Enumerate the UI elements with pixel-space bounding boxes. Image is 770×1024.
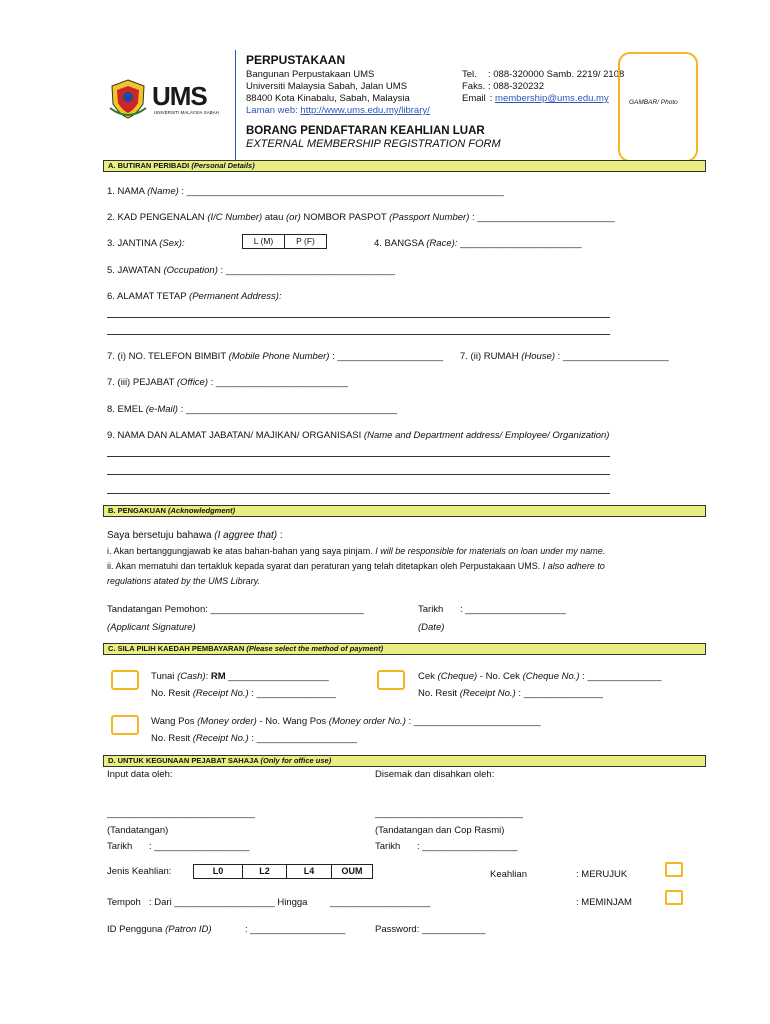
employer-line-3[interactable] (107, 493, 610, 494)
agree-item-i (107, 546, 605, 556)
tel-value: : 088-320000 Samb. 2219/ 2108 (488, 69, 625, 80)
agree-text-en: (I aggree that) (214, 530, 278, 541)
cheque-receipt-label-en: (Receipt No.) (459, 688, 516, 699)
name-line: : ____________________________________________________________ (178, 186, 504, 197)
ic-line: : __________________________ (469, 212, 615, 223)
logo-subtitle: UNIVERSITI MALAYSIA SABAH (154, 110, 219, 115)
email-label-form: 8. EMEL (107, 404, 146, 415)
fax-label: Faks. (462, 81, 486, 92)
occupation-label-en: (Occupation) (163, 265, 218, 276)
level-l0-option[interactable]: L0 (193, 864, 243, 879)
occupation-label: 5. JAWATAN (107, 265, 164, 276)
applicant-signature-en: (Applicant Signature) (107, 622, 196, 633)
mo-receipt-label-en: (Receipt No.) (192, 733, 249, 744)
gender-label-en: (Sex): (159, 238, 185, 249)
cheque-receipt-label: No. Resit (418, 688, 460, 699)
mo-label: Wang Pos (151, 716, 198, 727)
money-order-checkbox[interactable] (111, 715, 139, 735)
period-label: Tempoh (107, 897, 141, 908)
cash-receipt-label-en: (Receipt No.) (192, 688, 249, 699)
patron-id-label (107, 924, 212, 935)
cash-checkbox[interactable] (111, 670, 139, 690)
website-label: Laman web: (246, 105, 301, 116)
gender-label-ms: 3. JANTINA (107, 238, 160, 249)
cheque-no-en: (Cheque No.) (522, 671, 580, 682)
cash-receipt-label: No. Resit (151, 688, 193, 699)
input-by-label: Input data oleh: (107, 769, 173, 780)
patron-id-text-en: (Patron ID) (165, 924, 212, 935)
race-label-en: (Race): (426, 238, 458, 249)
employer-line-1[interactable] (107, 456, 610, 457)
library-name: PERPUSTAKAAN (246, 53, 346, 67)
cheque-receipt-line: : _______________ (515, 688, 603, 699)
form-title: BORANG PENDAFTARAN KEAHLIAN LUAR (246, 125, 485, 137)
patron-id-text: ID Pengguna (107, 924, 166, 935)
section-a-title-en: (Personal Details) (191, 161, 255, 170)
crest-icon (106, 78, 150, 120)
occupation-line: : ________________________________ (217, 265, 395, 276)
email-link[interactable]: membership@ums.edu.my (495, 93, 609, 104)
address-label-ms: 6. ALAMAT TETAP (107, 291, 190, 302)
ic-mid: atau (262, 212, 286, 223)
office-sig-line-right[interactable]: ____________________________ (375, 808, 523, 819)
home-label: 7. (ii) RUMAH (460, 351, 522, 362)
email-field[interactable] (107, 404, 397, 415)
gender-female-option[interactable]: P (F) (284, 234, 327, 249)
section-b-title: B. PENGAKUAN (108, 506, 169, 515)
item-i-text: i. Akan bertanggungjawab ke atas bahan-bahan yang saya pinjam. (107, 546, 376, 556)
office-sig-right-label: (Tandatangan dan Cop Rasmi) (375, 825, 505, 836)
applicant-date-en: (Date) (418, 622, 445, 633)
logo-wordmark: UMS (152, 81, 207, 111)
address-line-2: Universiti Malaysia Sabah, Jalan UMS (246, 81, 408, 92)
agree-item-ii-cont: regulations atated by the UMS Library. (107, 576, 260, 586)
section-b-title-en: (Acknowledgment) (168, 506, 236, 515)
section-a-title: A. BUTIRAN PERIBADI (108, 161, 192, 170)
cheque-receipt-field[interactable] (418, 688, 603, 699)
mobile-label: 7. (i) NO. TELEFON BIMBIT (107, 351, 229, 362)
applicant-date-field[interactable]: : ___________________ (460, 604, 566, 615)
cheque-label: Cek (418, 671, 438, 682)
occupation-field[interactable] (107, 265, 395, 276)
password-field[interactable]: Password: ____________ (375, 924, 486, 935)
cash-receipt-line: : _______________ (248, 688, 336, 699)
office-line: : _________________________ (208, 377, 349, 388)
race-field[interactable] (374, 238, 582, 249)
agree-end: : (277, 530, 283, 541)
mobile-line: : ____________________ (329, 351, 444, 362)
email-line: : ________________________________________ (177, 404, 398, 415)
borrow-label: : MEMINJAM (576, 897, 632, 908)
office-label: 7. (iii) PEJABAT (107, 377, 177, 388)
money-order-field[interactable] (151, 716, 541, 727)
email-row (462, 93, 609, 104)
office-date-left-field[interactable]: : __________________ (149, 841, 250, 852)
office-phone-field[interactable] (107, 377, 348, 388)
home-phone-field[interactable] (460, 351, 669, 362)
tel-label: Tel. (462, 69, 477, 80)
race-line: _______________________ (457, 238, 582, 249)
period-to-field[interactable]: ___________________ (330, 897, 431, 908)
address-line-1: Bangunan Perpustakaan UMS (246, 69, 375, 80)
period-from-field[interactable]: : Dari ___________________ Hingga (149, 897, 308, 908)
cash-rm-pre: : (205, 671, 211, 682)
agree-line (107, 530, 283, 541)
section-d-title: D. UNTUK KEGUNAAN PEJABAT SAHAJA (108, 756, 261, 765)
photo-label: GAMBAR/ Photo (629, 99, 678, 106)
office-label-en: (Office) (176, 377, 208, 388)
name-label: 1. NAMA (107, 186, 148, 197)
passport-label-en: (Passport Number) (389, 212, 470, 223)
item-i-text-en: I will be responsible for materials on loan under my name. (375, 546, 606, 556)
address-line-input-2[interactable] (107, 334, 610, 335)
home-line: : ____________________ (555, 351, 669, 362)
ums-logo (106, 78, 219, 120)
section-c-header (103, 643, 706, 655)
office-date-left-label: Tarikh (107, 841, 133, 852)
cheque-mid: - No. Cek (477, 671, 523, 682)
cheque-label-en: (Cheque) (437, 671, 478, 682)
home-label-en: (House) (521, 351, 556, 362)
refer-checkbox[interactable] (665, 862, 683, 877)
cheque-line: : ______________ (579, 671, 662, 682)
form-subtitle: EXTERNAL MEMBERSHIP REGISTRATION FORM (246, 138, 501, 150)
employer-label (107, 430, 609, 441)
membership-label: Keahlian (490, 869, 527, 880)
membership-type-label: Jenis Keahlian: (107, 866, 172, 877)
section-c-title: C. SILA PILIH KAEDAH PEMBAYARAN (108, 644, 247, 653)
ic-label: 2. KAD PENGENALAN (107, 212, 208, 223)
applicant-date-label: Tarikh (418, 604, 444, 615)
cash-label-en: (Cash) (177, 671, 206, 682)
section-b-header (103, 505, 706, 517)
email-label: Email (462, 93, 486, 104)
level-l2-option[interactable]: L2 (242, 864, 287, 879)
mo-mid: - No. Wang Pos (256, 716, 329, 727)
item-ii-text: ii. Akan mematuhi dan tertakluk kepada syarat dan peraturan yang telah ditetapkan oleh Perpustakaan UMS. (107, 561, 543, 571)
ic-label-en: (I/C Number) (207, 212, 263, 223)
office-date-right-label: Tarikh (375, 841, 401, 852)
cash-rm: RM (210, 671, 226, 682)
cheque-field[interactable] (418, 671, 661, 682)
office-date-right-field[interactable]: : __________________ (417, 841, 518, 852)
agree-item-ii (107, 561, 605, 571)
employer-line-2[interactable] (107, 474, 610, 475)
mobile-field[interactable] (107, 351, 443, 362)
name-field[interactable] (107, 186, 504, 197)
mo-receipt-line: : ___________________ (248, 733, 357, 744)
name-label-en: (Name) (147, 186, 179, 197)
office-sig-line-left[interactable]: ____________________________ (107, 808, 255, 819)
applicant-signature-field[interactable]: Tandatangan Pemohon: _____________________________ (107, 604, 364, 615)
mobile-label-en: (Mobile Phone Number) (228, 351, 330, 362)
office-sig-left-label: (Tandatangan) (107, 825, 169, 836)
header-divider (235, 50, 236, 160)
section-c-title-en: (Please select the method of payment) (246, 644, 384, 653)
section-d-header (103, 755, 706, 767)
ic-field[interactable] (107, 212, 615, 223)
gender-male-option[interactable]: L (M) (242, 234, 285, 249)
ic-or: (or) (286, 212, 301, 223)
mo-line: : ________________________ (405, 716, 541, 727)
money-order-receipt-field[interactable] (151, 733, 357, 744)
mo-label-en: (Money order) (197, 716, 257, 727)
cheque-checkbox[interactable] (377, 670, 405, 690)
photo-box[interactable] (618, 52, 698, 162)
mo-no-en: (Money order No.) (328, 716, 406, 727)
level-l4-option[interactable]: L4 (286, 864, 332, 879)
agree-text: Saya bersetuju bahawa (107, 530, 215, 541)
section-d-title-en: (Only for office use) (260, 756, 332, 765)
item-ii-text-en: I also adhere to (542, 561, 605, 571)
cash-receipt-field[interactable] (151, 688, 336, 699)
employer-label-en: (Name and Department address/ Employee/ Organization) (363, 430, 610, 441)
employer-label-ms: 9. NAMA DAN ALAMAT JABATAN/ MAJIKAN/ ORGANISASI (107, 430, 364, 441)
fax-value: : 088-320232 (488, 81, 544, 92)
cash-field[interactable] (151, 671, 329, 682)
refer-label: : MERUJUK (576, 869, 628, 880)
section-a-header (103, 160, 706, 172)
website-line (246, 105, 430, 116)
patron-id-field[interactable]: : __________________ (245, 924, 346, 935)
cash-line: ___________________ (225, 671, 329, 682)
address-label (107, 291, 282, 302)
verified-by-label: Disemak dan disahkan oleh: (375, 769, 495, 780)
address-line-3: 88400 Kota Kinabalu, Sabah, Malaysia (246, 93, 410, 104)
address-line-input-1[interactable] (107, 317, 610, 318)
mo-receipt-label: No. Resit (151, 733, 193, 744)
cash-label: Tunai (151, 671, 178, 682)
email-sep: : (489, 93, 496, 104)
email-label-en: (e-Mail) (145, 404, 178, 415)
race-label: 4. BANGSA (374, 238, 427, 249)
gender-label (107, 238, 185, 249)
level-oum-option[interactable]: OUM (331, 864, 373, 879)
borrow-checkbox[interactable] (665, 890, 683, 905)
address-label-en: (Permanent Address): (189, 291, 282, 302)
website-link[interactable]: http://www.ums.edu.my/library/ (300, 105, 430, 116)
passport-label: NOMBOR PASPOT (300, 212, 390, 223)
